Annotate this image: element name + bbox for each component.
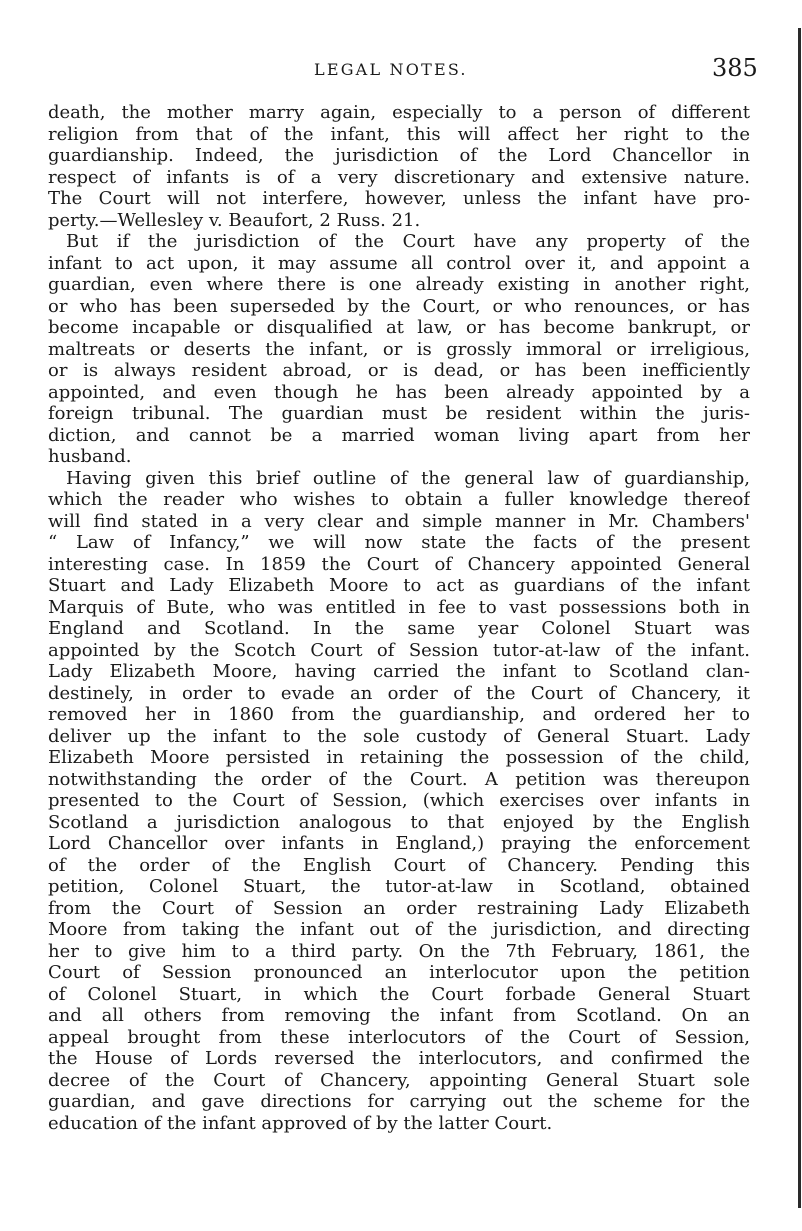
text-line: will find stated in a very clear and simple manner in Mr. Chambers' xyxy=(48,510,750,532)
text-line: maltreats or deserts the infant, or is grossly immoral or irreligious, xyxy=(48,338,750,360)
text-line: Stuart and Lady Elizabeth Moore to act as guardians of the infant xyxy=(48,575,750,596)
text-line: husband. xyxy=(48,446,132,467)
text-line: foreign tribunal. The guardian must be resident within the juris- xyxy=(48,403,750,424)
page-number: 385 xyxy=(712,54,758,82)
text-line: and all others from removing the infant from Scotland. On an xyxy=(48,1005,750,1026)
text-line: respect of infants is of a very discretionary and extensive nature. xyxy=(48,166,750,188)
text-line: Elizabeth Moore persisted in retaining the possession of the child, xyxy=(48,747,750,768)
text-line: perty.—Wellesley v. Beaufort, 2 Russ. 21. xyxy=(48,209,421,231)
text-line: But if the jurisdiction of the Court have any property of the xyxy=(66,231,750,252)
text-line: England and Scotland. In the same year Colonel Stuart was xyxy=(48,618,750,639)
text-line: of the order of the English Court of Chancery. Pending this xyxy=(48,854,750,876)
text-line: guardianship. Indeed, the jurisdiction of the Lord Chancellor in xyxy=(48,145,750,166)
text-line: presented to the Court of Session, (which exercises over infants in xyxy=(48,790,750,811)
text-line: education of the infant approved of by the latter Court. xyxy=(48,1112,553,1134)
text-line: from the Court of Session an order restraining Lady Elizabeth xyxy=(48,897,750,919)
body-text xyxy=(48,102,750,1134)
page-edge-shadow xyxy=(798,28,801,1208)
text-line: removed her in 1860 from the guardianship, and ordered her to xyxy=(48,704,750,725)
text-line: death, the mother marry again, especially to a person of different xyxy=(48,102,750,123)
running-title: LEGAL NOTES. xyxy=(314,60,468,79)
text-line: Scotland a jurisdiction analogous to that enjoyed by the English xyxy=(48,811,750,833)
text-line: Having given this brief outline of the general law of guardianship, xyxy=(66,467,750,489)
text-line: or who has been superseded by the Court, or who renounces, or has xyxy=(48,295,750,317)
text-line: guardian, even where there is one already existing in another right, xyxy=(48,274,750,295)
text-line: The Court will not interfere, however, unless the infant have pro- xyxy=(48,188,750,209)
text-line: Court of Session pronounced an interlocutor upon the petition xyxy=(48,962,750,983)
text-line: of Colonel Stuart, in which the Court forbade General Stuart xyxy=(48,983,750,1005)
text-line: appeal brought from these interlocutors of the Court of Session, xyxy=(48,1026,750,1048)
text-line: Moore from taking the infant out of the jurisdiction, and directing xyxy=(48,919,750,940)
text-line: Lord Chancellor over infants in England,) praying the enforcement xyxy=(48,833,750,854)
text-line: appointed by the Scotch Court of Session tutor-at-law of the infant. xyxy=(48,639,750,661)
text-line: or is always resident abroad, or is dead, or has been inefficiently xyxy=(48,360,750,381)
text-line: diction, and cannot be a married woman living apart from her xyxy=(48,424,750,446)
text-line: petition, Colonel Stuart, the tutor-at-law in Scotland, obtained xyxy=(48,876,750,897)
text-line: which the reader who wishes to obtain a fuller knowledge thereof xyxy=(48,489,750,510)
text-line: guardian, and gave directions for carrying out the scheme for the xyxy=(48,1091,750,1112)
text-line: infant to act upon, it may assume all control over it, and appoint a xyxy=(48,252,750,274)
text-line: interesting case. In 1859 the Court of Chancery appointed General xyxy=(48,553,750,575)
text-line: deliver up the infant to the sole custody of General Stuart. Lady xyxy=(48,725,750,747)
text-line: notwithstanding the order of the Court. A petition was thereupon xyxy=(48,768,750,790)
text-line: decree of the Court of Chancery, appointing General Stuart sole xyxy=(48,1069,750,1091)
running-header xyxy=(0,56,802,86)
text-line: her to give him to a third party. On the 7th February, 1861, the xyxy=(48,940,750,962)
text-line: Marquis of Bute, who was entitled in fee to vast possessions both in xyxy=(48,596,750,618)
text-line: become incapable or disqualified at law, or has become bankrupt, or xyxy=(48,317,750,338)
text-line: destinely, in order to evade an order of the Court of Chancery, it xyxy=(48,682,750,704)
text-line: religion from that of the infant, this will affect her right to the xyxy=(48,123,750,145)
text-line: “ Law of Infancy,” we will now state the facts of the present xyxy=(48,532,750,553)
text-line: appointed, and even though he has been already appointed by a xyxy=(48,381,750,403)
text-line: Lady Elizabeth Moore, having carried the infant to Scotland clan- xyxy=(48,661,750,682)
text-line: the House of Lords reversed the interlocutors, and confirmed the xyxy=(48,1048,750,1069)
